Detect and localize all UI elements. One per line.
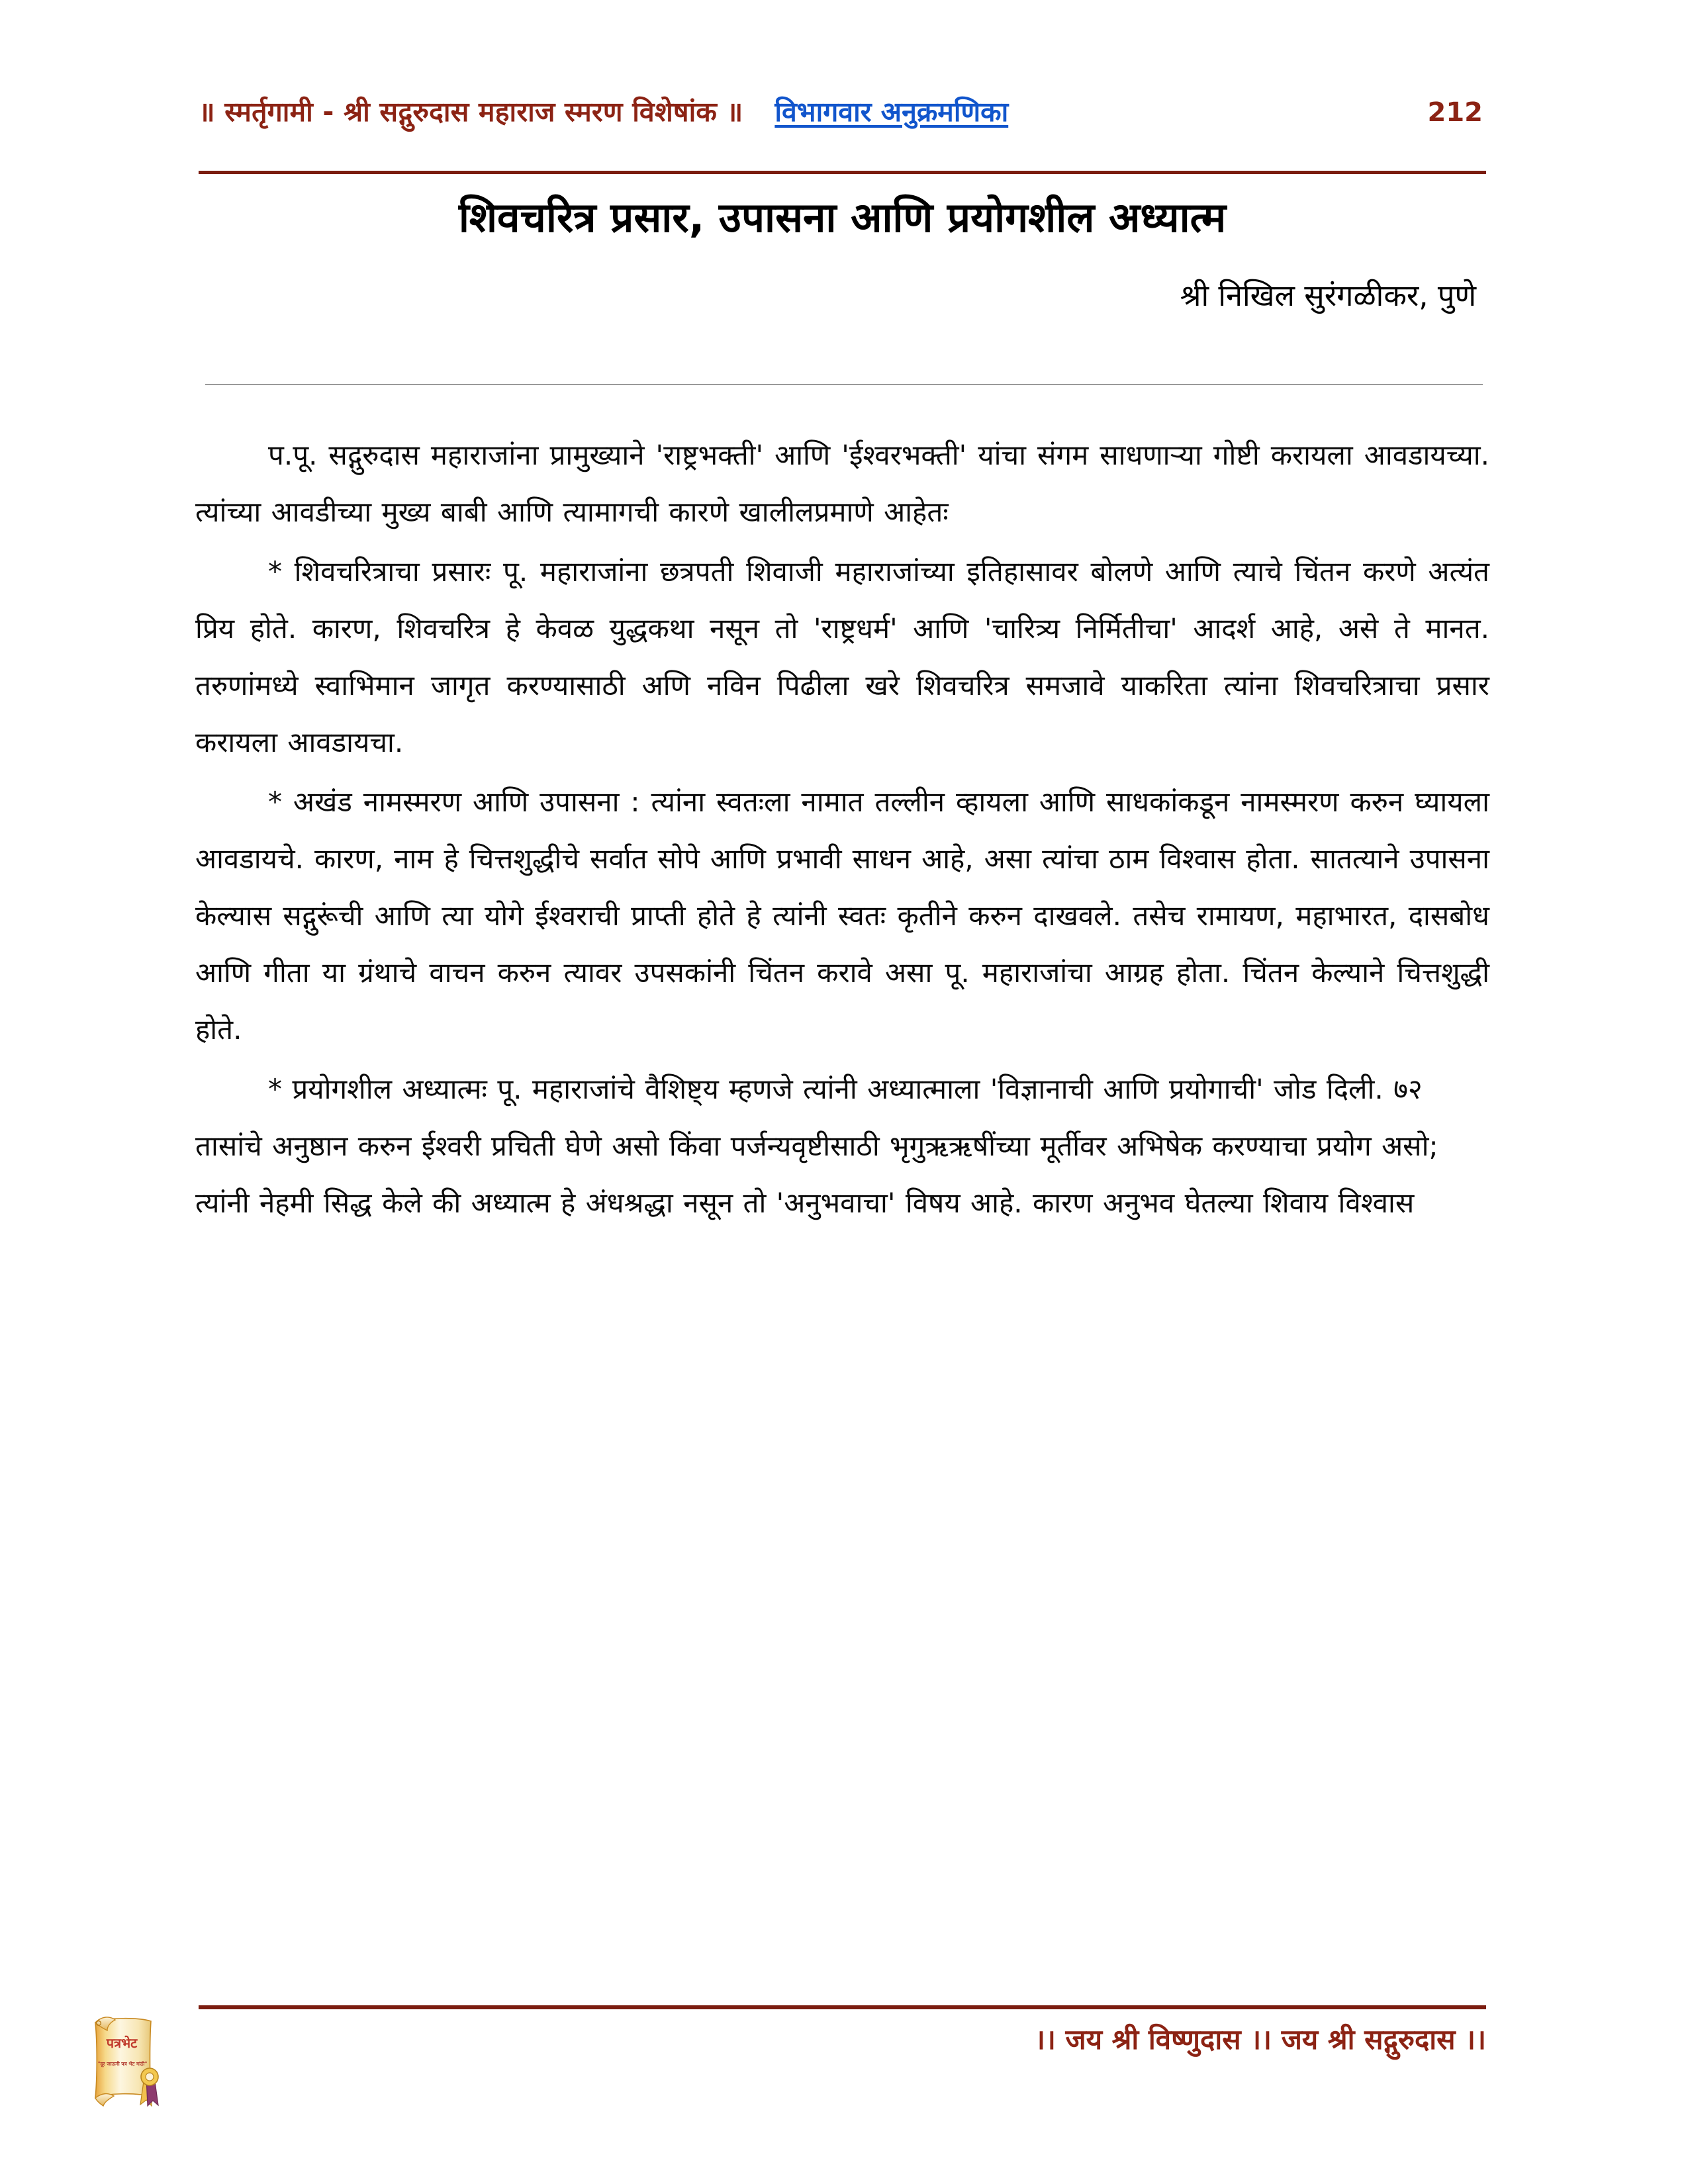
article-body [195, 427, 1489, 1234]
issue-title: ॥ स्मर्तृगामी - श्री सद्गुरुदास महाराज स्मरण विशेषांक ॥ [199, 96, 743, 128]
title-divider [205, 384, 1483, 385]
section-index-link[interactable]: विभागवार अनुक्रमणिका [774, 96, 1009, 128]
scroll-icon [81, 2013, 167, 2129]
logo-title: पत्रभेट [106, 2035, 138, 2051]
paragraph-shivcharitra: * शिवचरित्राचा प्रसारः पू. महाराजांना छत्रपती शिवाजी महाराजांच्या इतिहासावर बोलणे आणि त्याचे चिंतन करणे अत्यंत प्रिय होते. कारण, शिवचरित्र हे केवळ युद्धकथा नसून तो 'राष्ट्रधर्म' आणि 'चारित्र्य निर्मितीचा' आदर्श आहे, असे ते मानत. तरुणांमध्ये स्वाभिमान जागृत करण्यासाठी अणि नविन पिढीला खरे शिवचरित्र समजावे याकरिता त्यांना शिवचरित्राचा प्रसार करायला आवडायचा. [195, 555, 1489, 758]
patrabhet-scroll-logo [81, 2013, 167, 2129]
page-header [199, 93, 1489, 139]
article-byline: श्री निखिल सुरंगळीकर, पुणे [1180, 278, 1476, 313]
logo-tagline: "दूर जाऊनी पत्र भेट गांठी" [97, 2061, 148, 2067]
article-title: शिवचरित्र प्रसार, उपासना आणि प्रयोगशील अध्यात्म [458, 193, 1227, 242]
header-divider [199, 171, 1486, 174]
paragraph-prayogshil: * प्रयोगशील अध्यात्मः पू. महाराजांचे वैशिष्ट्य म्हणजे त्यांनी अध्यात्माला 'विज्ञानाची आणि प्रयोगाची' जोड दिली. ७२ तासांचे अनुष्ठान करुन ईश्वरी प्रचिती घेणे असो किंवा पर्जन्यवृष्टीसाठी भृगुऋऋषींच्या मूर्तीवर अभिषेक करण्याचा प्रयोग असो; त्यांनी नेहमी सिद्ध केले की अध्यात्म हे अंधश्रद्धा नसून तो 'अनुभवाचा' विषय आहे. कारण अनुभव घेतल्या शिवाय विश्वास [195, 1073, 1438, 1219]
page-number: 212 [1427, 97, 1483, 128]
paragraph-intro: प.पू. सद्गुरुदास महाराजांना प्रामुख्याने 'राष्ट्रभक्ती' आणि 'ईश्वरभक्ती' यांचा संगम साधणाऱ्या गोष्टी करायला आवडायच्या. त्यांच्या आवडीच्या मुख्य बाबी आणि त्यामागची कारणे खालीलप्रमाणे आहेतः [195, 439, 1489, 528]
footer-mantra: ।। जय श्री विष्णुदास ।। जय श्री सद्गुरुदास ।। [1035, 2023, 1486, 2056]
paragraph-namasmaran: * अखंड नामस्मरण आणि उपासना : त्यांना स्वतःला नामात तल्लीन व्हायला आणि साधकांकडून नामस्मरण करुन घ्यायला आवडायचे. कारण, नाम हे चित्तशुद्धीचे सर्वात सोपे आणि प्रभावी साधन आहे, असा त्यांचा ठाम विश्वास होता. सातत्याने उपासना केल्यास सद्गुरूंची आणि त्या योगे ईश्वराची प्राप्ती होते हे त्यांनी स्वतः कृतीने करुन दाखवले. तसेच रामायण, महाभारत, दासबोध आणि गीता या ग्रंथाचे वाचन करुन त्यावर उपसकांनी चिंतन करावे असा पू. महाराजांचा आग्रह होता. चिंतन केल्याने चित्तशुद्धी होते. [195, 786, 1489, 1046]
footer-divider [199, 2005, 1486, 2009]
